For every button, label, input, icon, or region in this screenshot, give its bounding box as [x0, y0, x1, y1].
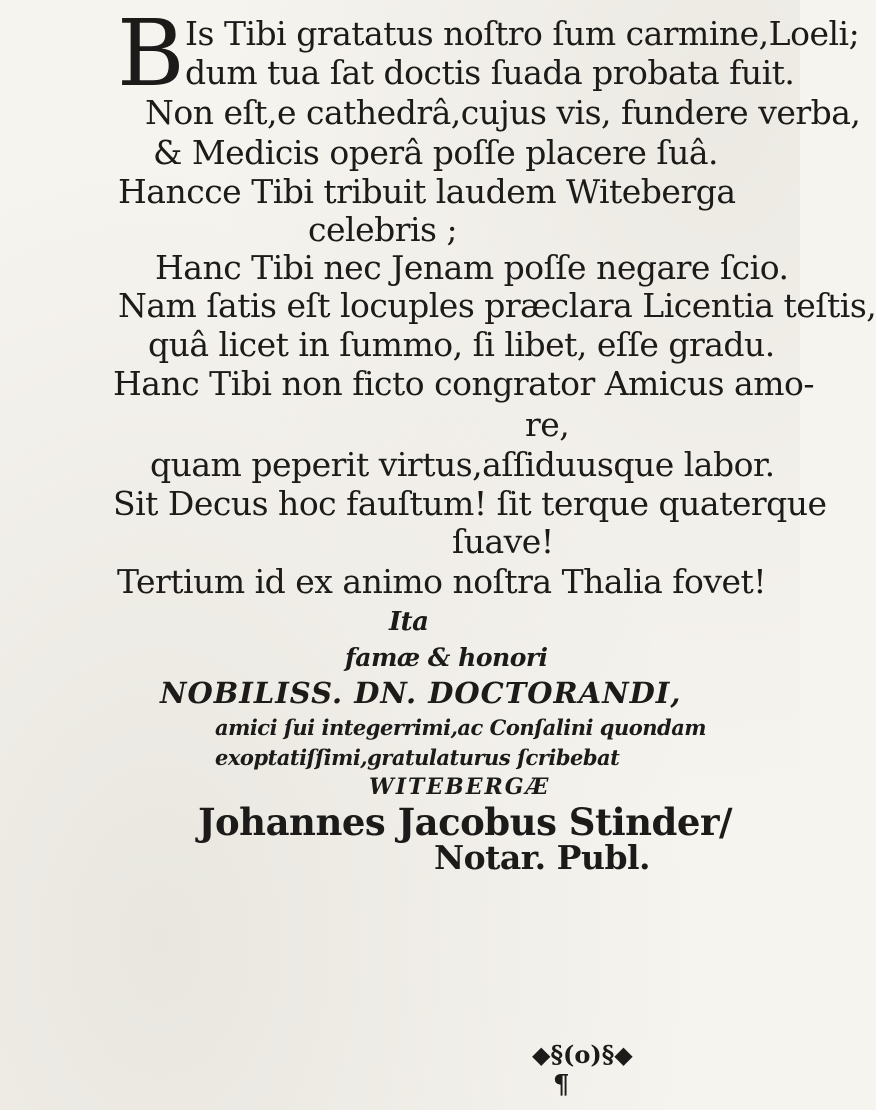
- verse-line-2: dum tua ſat doctis ſuada probata fuit.: [185, 53, 795, 92]
- verse-line-3: Non eſt,e cathedrâ,cujus vis, fundere verba,: [145, 93, 861, 132]
- closing-famae-honori: famæ & honori: [345, 643, 548, 672]
- verse-line-1: Is Tibi gratatus noſtro ſum carmine,Loeli;: [185, 14, 860, 53]
- verse-line-12: quam peperit virtus,aſſiduusque labor.: [150, 445, 775, 484]
- verse-line-11: re,: [525, 405, 570, 444]
- closing-amici: amici ſui integerrimi,ac Conſalini quondam: [215, 715, 707, 740]
- author-name: Johannes Jacobus Stinder/: [198, 800, 732, 844]
- printer-ornament: ◆§(o)§◆: [532, 1040, 633, 1069]
- closing-nobiliss: NOBILISS. DN. DOCTORANDI,: [160, 676, 682, 710]
- verse-line-13: Sit Decus hoc fauſtum! ſit terque quaterque: [113, 484, 827, 523]
- verse-line-15: Tertium id ex animo noſtra Thalia fovet!: [117, 562, 767, 601]
- verse-line-8: Nam ſatis eſt locuples præclara Licentia teſtis,: [118, 286, 876, 325]
- verse-line-10: Hanc Tibi non ficto congrator Amicus amo-: [113, 364, 815, 403]
- verse-line-6: celebris ;: [308, 210, 458, 249]
- catchword-mark: ¶: [553, 1070, 570, 1100]
- verse-line-14: ſuave!: [452, 522, 554, 561]
- verse-line-9: quâ licet in ſummo, ſi libet, eſſe gradu.: [148, 325, 775, 364]
- closing-place: WITEBERGÆ: [369, 774, 551, 800]
- author-title: Notar. Publ.: [434, 838, 651, 877]
- verse-line-4: & Medicis operâ poſſe placere ſuâ.: [153, 133, 719, 172]
- verse-line-7: Hanc Tibi nec Jenam poſſe negare ſcio.: [155, 248, 789, 287]
- closing-ita: Ita: [389, 607, 429, 637]
- closing-exoptatissimi: exoptatiſſimi,gratulaturus ſcribebat: [215, 745, 620, 770]
- verse-line-5: Hancce Tibi tribuit laudem Witeberga: [118, 172, 736, 211]
- drop-cap-b: B: [117, 0, 185, 107]
